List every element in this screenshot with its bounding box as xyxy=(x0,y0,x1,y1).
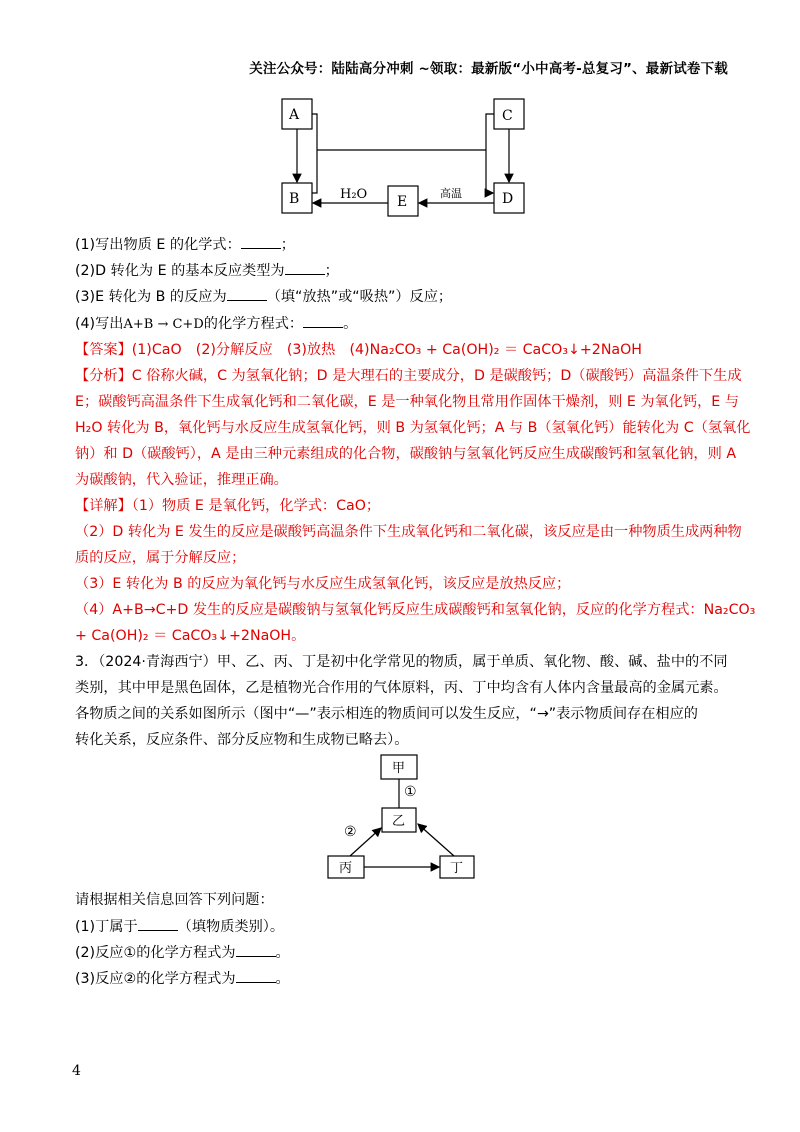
q3-prompt: 请根据相关信息回答下列问题： xyxy=(75,892,274,908)
answer-blank[interactable] xyxy=(285,260,325,275)
q2-detail-line-1: 【详解】（1）物质 E 是氧化钙，化学式：CaO； xyxy=(75,498,381,514)
q2-answer: 【答案】(1)CaO (2)分解反应 (3)放热 (4)Na₂CO₃ + Ca(OH)₂ ＝ CaCO₃↓+2NaOH xyxy=(75,342,642,358)
q2-line-3: (3)E 转化为 B 的反应为 （填“放热”或“吸热”）反应； xyxy=(75,286,452,307)
answer-blank[interactable] xyxy=(303,313,343,328)
q2-analysis-line-3: H₂O 转化为 B，氧化钙与水反应生成氢氧化钙，则 B 为氢氧化钙；A 与 B（氢氧化钙）能转化为 C（氢氧化 xyxy=(75,420,751,436)
answer-blank[interactable] xyxy=(138,916,178,931)
equation-abcd: A+B → C+D xyxy=(123,317,204,332)
page-header: 关注公众号：陆陆高分冲刺 ~领取：最新版“小中高考-总复习”、最新试卷下载 xyxy=(249,61,728,77)
q3-line-2: (2)反应①的化学方程式为 。 xyxy=(75,942,290,963)
q2-detail-line-5: （4）A+B→C+D 发生的反应是碳酸钠与氢氧化钙反应生成碳酸钙和氢氧化钠，反应的化学方程式：Na₂CO₃ xyxy=(75,602,756,618)
label-e: E xyxy=(397,194,408,210)
answer-blank[interactable] xyxy=(236,968,276,983)
q2-analysis-line-2: E；碳酸钙高温条件下生成氧化钙和二氧化碳，E 是一种氧化物且常用作固体干燥剂，则 E 为氧化钙，E 与 xyxy=(75,394,739,410)
label-reaction-2: ② xyxy=(344,824,357,840)
q2-line-4: (4)写出A+B → C+D的化学方程式： 。 xyxy=(75,313,357,335)
label-ding: 丁 xyxy=(450,861,464,876)
connector-c xyxy=(486,114,494,193)
q2-detail-line-2: （2）D 转化为 E 发生的反应是碳酸钙高温条件下生成氧化钙和二氧化碳，该反应是由一种物质生成两种物 xyxy=(75,524,742,540)
q3-line-3: (3)反应②的化学方程式为 。 xyxy=(75,968,290,989)
q2-detail-line-3: 质的反应，属于分解反应； xyxy=(75,550,246,566)
diagram-reaction-network-2 xyxy=(320,750,480,885)
q3-stem-line-2: 类别，其中甲是黑色固体，乙是植物光合作用的气体原料，丙、丁中均含有人体内含量最高的金属元素。 xyxy=(75,680,728,696)
q3-stem-line-4: 转化关系，反应条件、部分反应物和生成物已略去）。 xyxy=(75,732,409,748)
label-bing: 丙 xyxy=(339,861,353,876)
answer-blank[interactable] xyxy=(241,234,281,249)
label-heat: 高温 xyxy=(440,187,462,200)
label-jia: 甲 xyxy=(392,761,406,776)
answer-blank[interactable] xyxy=(227,286,267,301)
arrow-ding-to-yi xyxy=(418,824,454,856)
q2-line-2: (2)D 转化为 E 的基本反应类型为 ； xyxy=(75,260,339,281)
label-a: A xyxy=(289,107,300,123)
q2-analysis-line-4: 钠）和 D（碳酸钙），A 是由三种元素组成的化合物，碳酸钠与氢氧化钙反应生成碳酸钙和氢氧化钠，则 A xyxy=(75,446,737,462)
label-reaction-1: ① xyxy=(404,784,417,800)
q2-detail-line-6: + Ca(OH)₂ ＝ CaCO₃↓+2NaOH。 xyxy=(75,628,306,644)
label-b: B xyxy=(289,191,300,207)
connector-a xyxy=(312,114,317,193)
q3-stem-line-1: 3．（2024·青海西宁）甲、乙、丙、丁是初中化学常见的物质，属于单质、氧化物、酸、碱、盐中的不同 xyxy=(75,654,728,670)
q3-stem-line-3: 各物质之间的关系如图所示（图中“—”表示相连的物质间可以发生反应，“→”表示物质间存在相应的 xyxy=(75,706,698,722)
q3-line-1: (1)丁属于 （填物质类别）。 xyxy=(75,916,284,937)
answer-blank[interactable] xyxy=(236,942,276,957)
label-d: D xyxy=(502,191,514,207)
label-water: H₂O xyxy=(340,187,368,202)
q2-detail-line-4: （3）E 转化为 B 的反应为氧化钙与水反应生成氢氧化钙，该反应是放热反应； xyxy=(75,576,571,592)
diagram-reaction-network-1 xyxy=(270,90,530,225)
q2-analysis-line-1: 【分析】C 俗称火碱，C 为氢氧化钠；D 是大理石的主要成分，D 是碳酸钙；D（碳酸钙）高温条件下生成 xyxy=(75,368,742,384)
q2-line-1: (1)写出物质 E 的化学式： ； xyxy=(75,234,295,255)
label-yi: 乙 xyxy=(392,814,406,829)
q2-analysis-line-5: 为碳酸钠，代入验证，推理正确。 xyxy=(75,472,288,488)
label-c: C xyxy=(502,108,513,124)
page-number: 4 xyxy=(72,1063,81,1079)
